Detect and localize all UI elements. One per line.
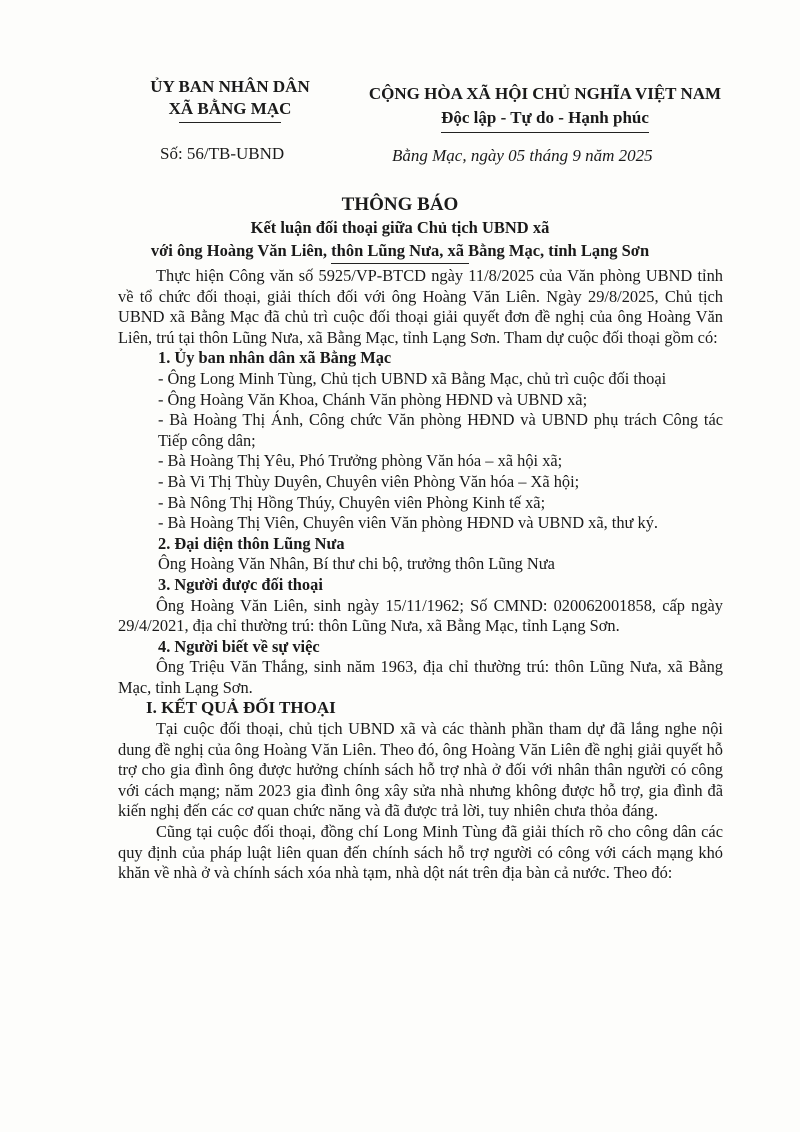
participant-item: - Bà Nông Thị Hồng Thúy, Chuyên viên Phòng Kinh tế xã; (158, 492, 546, 512)
section-2-heading: 2. Đại diện thôn Lũng Nưa (158, 533, 345, 553)
document-subtitle (0, 216, 800, 262)
participant-item: - Bà Hoàng Thị Ánh, Công chức Văn phòng HĐND và UBND phụ trách Công tác Tiếp công dân; (158, 410, 723, 450)
section-4-text: Ông Triệu Văn Thắng, sinh năm 1963, địa chỉ thường trú: thôn Lũng Nưa, xã Bằng Mạc, tỉnh Lạng Sơn. (118, 657, 723, 697)
participant-item: - Bà Hoàng Thị Yêu, Phó Trưởng phòng Văn hóa – xã hội xã; (158, 451, 563, 471)
result-paragraph-2: Cũng tại cuộc đối thoại, đồng chí Long Minh Tùng đã giải thích rõ cho công dân các quy định của pháp luật liên quan đến chính sách hỗ trợ người có công với cách mạng khó khăn về nhà ở và chính sách xóa nhà tạm, nhà dột nát trên địa bàn cả nước. Theo đó: (118, 822, 723, 883)
place-date: Bằng Mạc, ngày 05 tháng 9 năm 2025 (392, 146, 653, 165)
participant-item: - Ông Long Minh Tùng, Chủ tịch UBND xã Bằng Mạc, chủ trì cuộc đối thoại (158, 368, 667, 388)
subtitle-line-2: với ông Hoàng Văn Liên, thôn Lũng Nưa, xã Bằng Mạc, tỉnh Lạng Sơn (150, 241, 650, 260)
participant-item: - Bà Hoàng Thị Viên, Chuyên viên Văn phòng HĐND và UBND xã, thư ký. (158, 513, 659, 533)
national-motto: Độc lập - Tự do - Hạnh phúc (441, 106, 649, 130)
document-number: Số: 56/TB-UBND (160, 144, 285, 163)
subtitle-line-1: Kết luận đối thoại giữa Chủ tịch UBND xã (250, 218, 550, 237)
section-3-text: Ông Hoàng Văn Liên, sinh ngày 15/11/1962; Số CMND: 020062001858, cấp ngày 29/4/2021, địa chỉ thường trú: thôn Lũng Nưa, xã Bằng Mạc, tỉnh Lạng Sơn. (118, 595, 723, 636)
national-heading (345, 82, 745, 130)
issuer-name: ỦY BAN NHÂN DÂN (150, 77, 310, 96)
participant-item: - Ông Hoàng Văn Khoa, Chánh Văn phòng HĐND và UBND xã; (158, 389, 588, 409)
participant-item: - Bà Vi Thị Thùy Duyên, Chuyên viên Phòng Văn hóa – Xã hội; (158, 471, 580, 491)
section-2-text: Ông Hoàng Văn Nhân, Bí thư chi bộ, trưởng thôn Lũng Nưa (158, 554, 555, 574)
country-name: CỘNG HÒA XÃ HỘI CHỦ NGHĨA VIỆT NAM (368, 84, 722, 103)
document-body (118, 266, 723, 884)
intro-paragraph: Thực hiện Công văn số 5925/VP-BTCD ngày 11/8/2025 của Văn phòng UBND tỉnh về tổ chức đối thoại, giải thích đối với ông Hoàng Văn Liên. Ngày 29/8/2025, Chủ tịch UBND xã Bằng Mạc đã chủ trì cuộc đối thoại giải quyết đơn đề nghị của ông Hoàng Văn Liên, trú tại thôn Lũng Nưa, xã Bằng Mạc, tỉnh Lạng Sơn. Tham dự cuộc đối thoại gồm có: (118, 266, 723, 347)
issuer-commune: XÃ BẰNG MẠC (168, 99, 292, 118)
issuer-block (110, 76, 350, 120)
section-4-heading: 4. Người biết về sự việc (158, 636, 320, 656)
result-paragraph-1: Tại cuộc đối thoại, chủ tịch UBND xã và các thành phần tham dự đã lắng nghe nội dung đề nghị của ông Hoàng Văn Liên. Theo đó, ông Hoàng Văn Liên đề nghị giải quyết hỗ trợ cho gia đình ông được hưởng chính sách hỗ trợ nhà ở đối với nhân thân người có công với cách mạng; năm 2023 gia đình ông xây sửa nhà nhưng không được hỗ trợ, gia đình đã kiến nghị đến các cơ quan chức năng và đã được trả lời, tuy nhiên chưa thỏa đáng. (118, 719, 723, 821)
section-3-heading: 3. Người được đối thoại (158, 574, 323, 594)
part-1-heading: I. KẾT QUẢ ĐỐI THOẠI (146, 698, 336, 718)
section-1-heading: 1. Ủy ban nhân dân xã Bằng Mạc (158, 348, 392, 368)
document-title: THÔNG BÁO (341, 194, 459, 215)
